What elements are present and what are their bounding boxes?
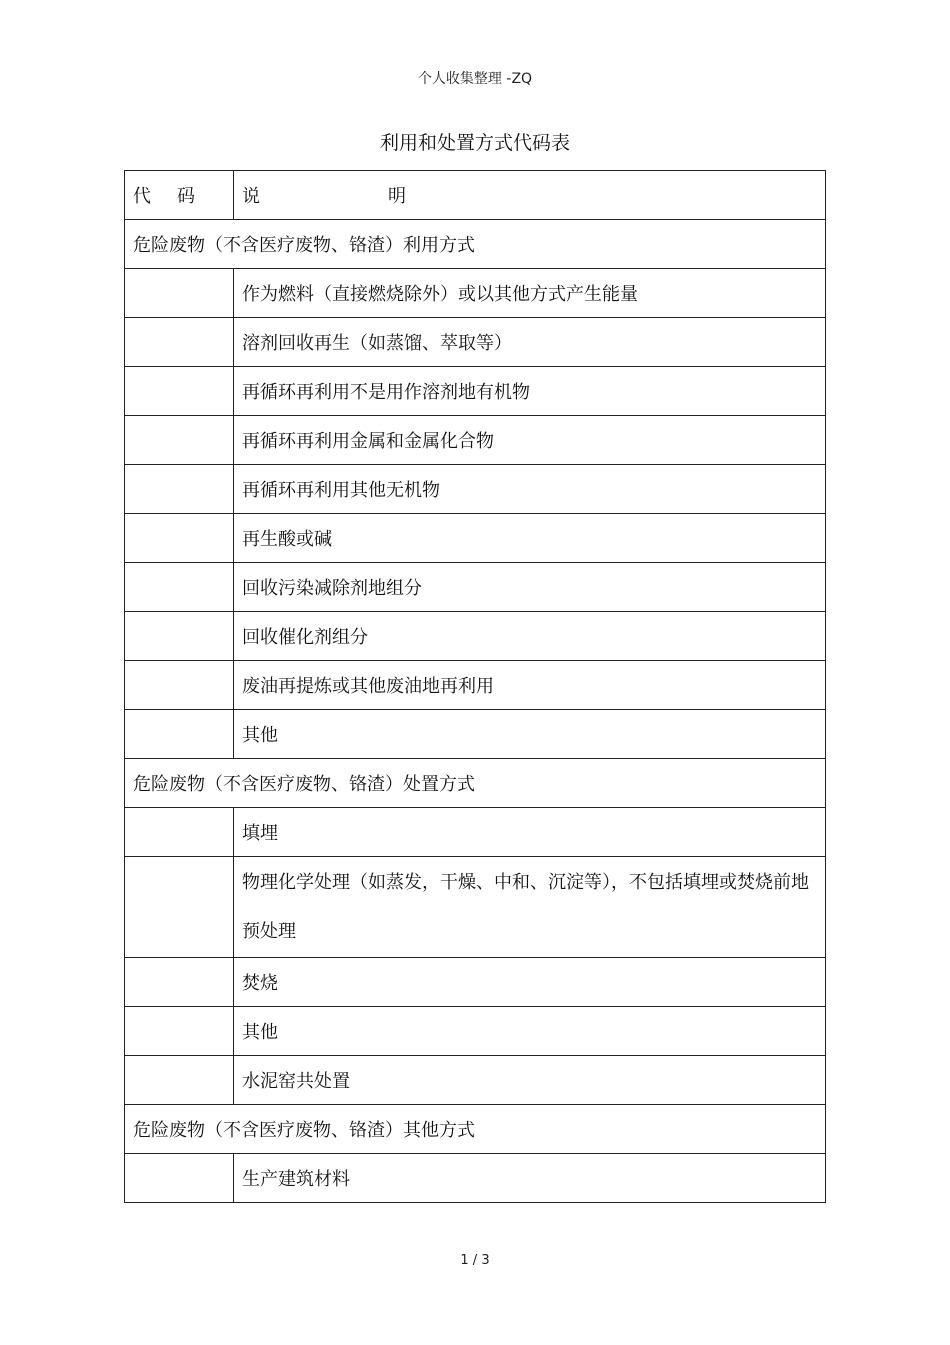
header-code-char: 码 [177, 186, 195, 207]
header-code-char: 代 [133, 186, 151, 207]
description-cell: 其他 [234, 1007, 826, 1056]
code-cell [125, 514, 234, 563]
table-row [125, 1056, 826, 1105]
description-cell: 废油再提炼或其他废油地再利用 [234, 661, 826, 710]
table-row [125, 857, 826, 958]
description-cell: 溶剂回收再生（如蒸馏、萃取等） [234, 318, 826, 367]
description-cell: 再循环再利用不是用作溶剂地有机物 [234, 367, 826, 416]
section-heading: 危险废物（不含医疗废物、铬渣）利用方式 [125, 220, 826, 269]
table-row [125, 1154, 826, 1203]
table-row [125, 367, 826, 416]
code-cell [125, 1056, 234, 1105]
section-heading-row [125, 1105, 826, 1154]
table-row [125, 661, 826, 710]
table-row [125, 1007, 826, 1056]
code-cell [125, 318, 234, 367]
table-row [125, 710, 826, 759]
description-cell: 水泥窑共处置 [234, 1056, 826, 1105]
code-cell [125, 661, 234, 710]
table-row [125, 958, 826, 1007]
document-title: 利用和处置方式代码表 [379, 132, 570, 154]
header-desc-char: 说 [242, 186, 260, 207]
code-cell [125, 416, 234, 465]
description-cell: 回收催化剂组分 [234, 612, 826, 661]
code-cell [125, 367, 234, 416]
column-header-desc [234, 171, 826, 220]
code-cell [125, 710, 234, 759]
code-table [124, 170, 826, 1203]
description-cell: 回收污染减除剂地组分 [234, 563, 826, 612]
table-row [125, 416, 826, 465]
code-cell [125, 808, 234, 857]
table-row [125, 612, 826, 661]
column-header-code [125, 171, 234, 220]
description-cell: 作为燃料（直接燃烧除外）或以其他方式产生能量 [234, 269, 826, 318]
table-row [125, 465, 826, 514]
code-cell [125, 958, 234, 1007]
table-row [125, 514, 826, 563]
code-cell [125, 269, 234, 318]
description-cell: 再循环再利用金属和金属化合物 [234, 416, 826, 465]
code-cell [125, 857, 234, 958]
section-heading: 危险废物（不含医疗废物、铬渣）其他方式 [125, 1105, 826, 1154]
code-cell [125, 1154, 234, 1203]
code-cell [125, 612, 234, 661]
description-cell: 生产建筑材料 [234, 1154, 826, 1203]
table-row [125, 808, 826, 857]
page-number: 1 / 3 [460, 1253, 490, 1268]
header-desc-char: 明 [388, 186, 406, 207]
table-header-row [125, 171, 826, 220]
description-cell: 焚烧 [234, 958, 826, 1007]
code-cell [125, 563, 234, 612]
code-cell [125, 1007, 234, 1056]
description-cell: 再生酸或碱 [234, 514, 826, 563]
description-cell: 再循环再利用其他无机物 [234, 465, 826, 514]
table-row [125, 563, 826, 612]
section-heading: 危险废物（不含医疗废物、铬渣）处置方式 [125, 759, 826, 808]
section-heading-row [125, 759, 826, 808]
description-cell: 填埋 [234, 808, 826, 857]
section-heading-row [125, 220, 826, 269]
page-header: 个人收集整理 -ZQ [417, 71, 533, 87]
table-row [125, 269, 826, 318]
code-cell [125, 465, 234, 514]
description-cell: 物理化学处理（如蒸发，干燥、中和、沉淀等），不包括填埋或焚烧前地预处理 [234, 857, 826, 958]
description-cell: 其他 [234, 710, 826, 759]
table-row [125, 318, 826, 367]
